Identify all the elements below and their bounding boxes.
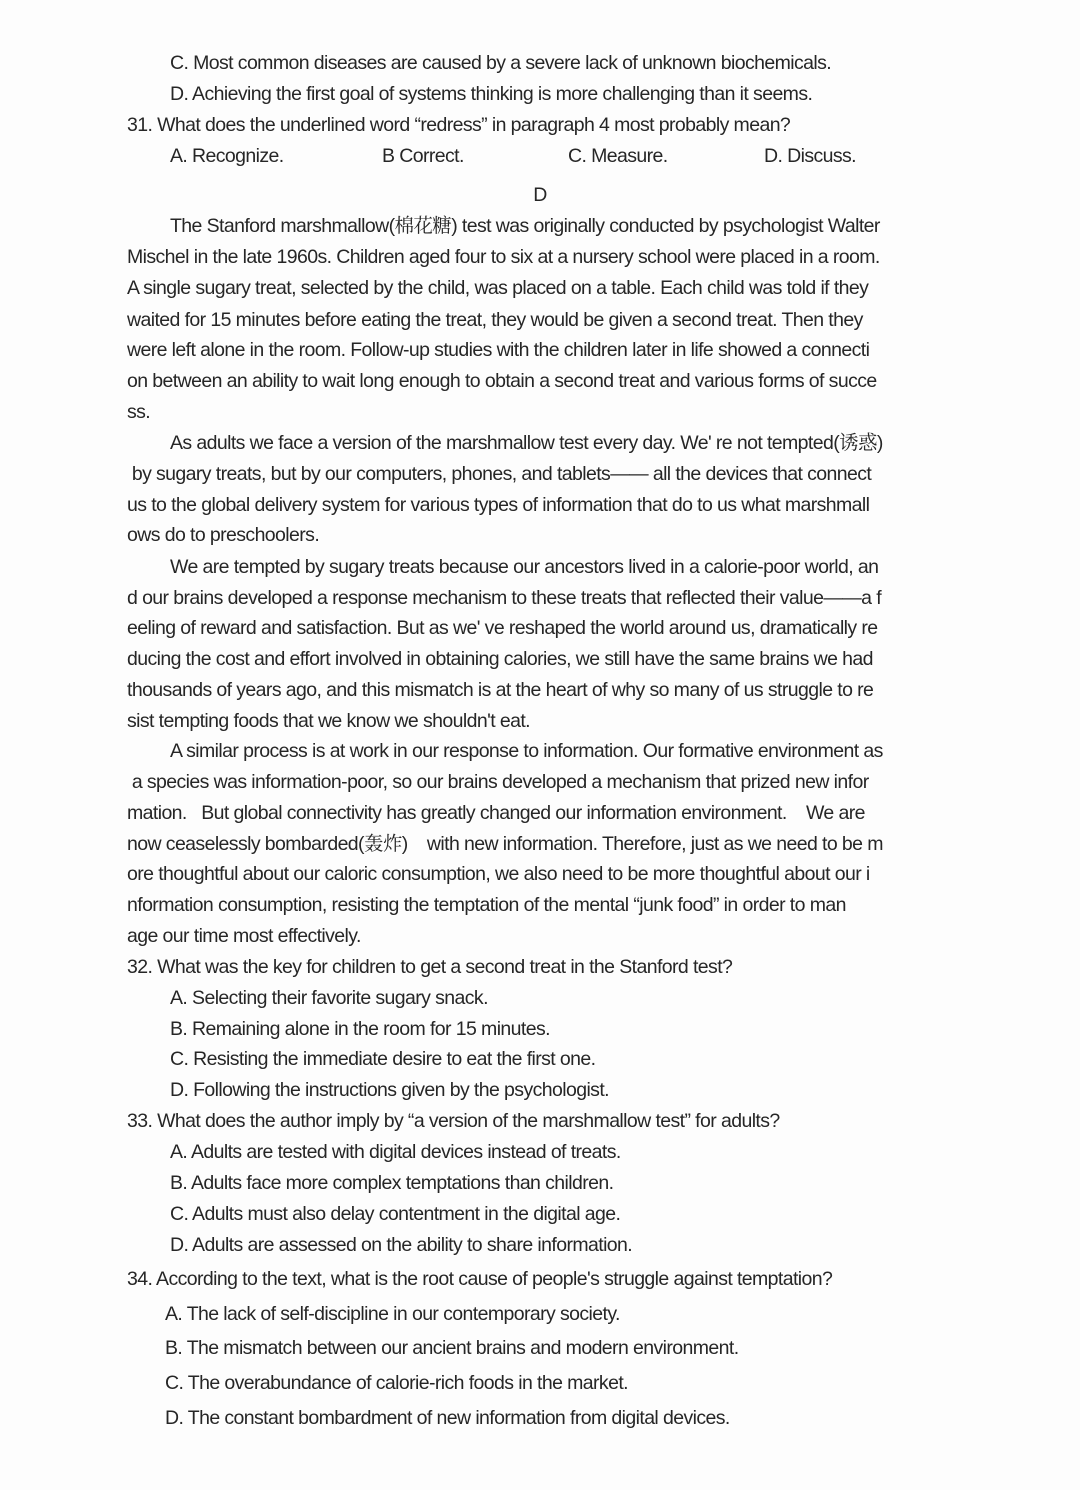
passage-line: thousands of years ago, and this mismatch is at the heart of why so many of us struggle to re [127, 679, 874, 701]
q31-option-b: B Correct. [382, 145, 464, 167]
q31-option-a: A. Recognize. [170, 145, 284, 167]
passage-line: by sugary treats, but by our computers, phones, and tablets—— all the devices that connect [127, 463, 872, 485]
passage-line: The Stanford marshmallow(棉花糖) test was originally conducted by psychologist Walter [170, 215, 880, 237]
passage-line: us to the global delivery system for various types of information that do to us what marshmall [127, 494, 870, 516]
q32-option-a: A. Selecting their favorite sugary snack. [170, 987, 488, 1009]
passage-line: a species was information-poor, so our brains developed a mechanism that prized new infor [127, 771, 869, 793]
passage-line: ss. [127, 401, 151, 423]
passage-line: ows do to preschoolers. [127, 524, 320, 546]
q32-option-c: C. Resisting the immediate desire to eat the first one. [170, 1048, 596, 1070]
q32-option-b: B. Remaining alone in the room for 15 minutes. [170, 1018, 550, 1040]
prev-option-d: D. Achieving the first goal of systems thinking is more challenging than it seems. [170, 83, 813, 105]
q33-option-b: B. Adults face more complex temptations than children. [170, 1172, 614, 1194]
passage-line: waited for 15 minutes before eating the treat, they would be given a second treat. Then they [127, 309, 863, 331]
q33-option-c: C. Adults must also delay contentment in the digital age. [170, 1203, 621, 1225]
passage-line: mation. But global connectivity has greatly changed our information environment. We are [127, 802, 865, 824]
q32-option-d: D. Following the instructions given by the psychologist. [170, 1079, 609, 1101]
passage-line: age our time most effectively. [127, 925, 361, 947]
q34-option-c: C. The overabundance of calorie-rich foods in the market. [165, 1372, 628, 1394]
passage-line: ore thoughtful about our caloric consumption, we also need to be more thoughtful about our i [127, 863, 870, 885]
passage-line: nformation consumption, resisting the temptation of the mental “junk food” in order to man [127, 894, 846, 916]
q34-option-a: A. The lack of self-discipline in our contemporary society. [165, 1303, 620, 1325]
passage-line: now ceaselessly bombarded(轰炸) with new information. Therefore, just as we need to be m [127, 833, 883, 855]
passage-line: A similar process is at work in our response to information. Our formative environment as [170, 740, 883, 762]
question-31: 31. What does the underlined word “redress” in paragraph 4 most probably mean? [127, 114, 791, 136]
passage-line: d our brains developed a response mechanism to these treats that reflected their value——a f [127, 587, 882, 609]
q34-option-b: B. The mismatch between our ancient brains and modern environment. [165, 1337, 739, 1359]
prev-option-c: C. Most common diseases are caused by a severe lack of unknown biochemicals. [170, 52, 832, 74]
q33-option-a: A. Adults are tested with digital devices instead of treats. [170, 1141, 621, 1163]
passage-line: As adults we face a version of the marshmallow test every day. We' re not tempted(诱惑) [170, 432, 883, 454]
question-34: 34. According to the text, what is the root cause of people's struggle against temptation? [127, 1268, 833, 1290]
passage-line: A single sugary treat, selected by the child, was placed on a table. Each child was told if they [127, 277, 869, 299]
passage-line: were left alone in the room. Follow-up studies with the children later in life showed a connecti [127, 339, 870, 361]
passage-line: We are tempted by sugary treats because our ancestors lived in a calorie-poor world, an [170, 556, 879, 578]
passage-line: Mischel in the late 1960s. Children aged four to six at a nursery school were placed in a room. [127, 246, 880, 268]
q33-option-d: D. Adults are assessed on the ability to share information. [170, 1234, 633, 1256]
q31-option-c: C. Measure. [568, 145, 668, 167]
question-32: 32. What was the key for children to get a second treat in the Stanford test? [127, 956, 733, 978]
q34-option-d: D. The constant bombardment of new information from digital devices. [165, 1407, 730, 1429]
q31-option-d: D. Discuss. [764, 145, 856, 167]
question-33: 33. What does the author imply by “a version of the marshmallow test” for adults? [127, 1110, 780, 1132]
passage-line: ducing the cost and effort involved in obtaining calories, we still have the same brains we had [127, 648, 873, 670]
passage-line: on between an ability to wait long enough to obtain a second treat and various forms of succe [127, 370, 877, 392]
section-label: D [533, 184, 547, 206]
passage-line: sist tempting foods that we know we shouldn't eat. [127, 710, 530, 732]
passage-line: eeling of reward and satisfaction. But as we' ve reshaped the world around us, dramatically re [127, 617, 878, 639]
